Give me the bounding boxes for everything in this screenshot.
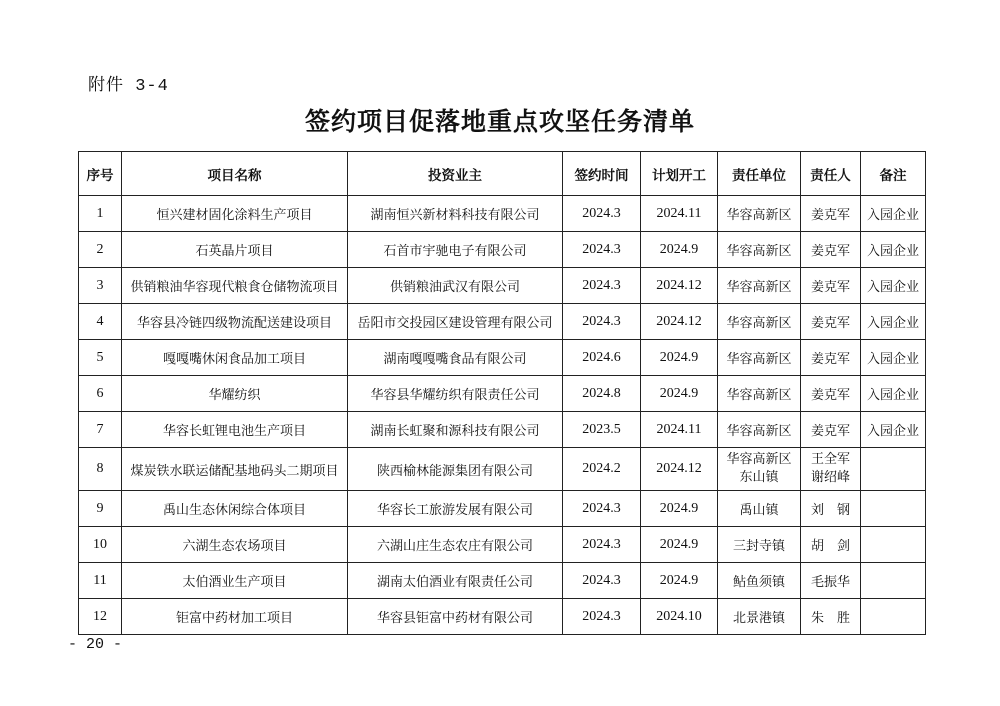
cell-responsible-unit: 华容高新区 <box>718 232 801 268</box>
cell-project-name: 华容县冷链四级物流配送建设项目 <box>122 304 348 340</box>
cell-project-name: 华耀纺织 <box>122 376 348 412</box>
cell-responsible-person-line2: 谢绍峰 <box>810 470 850 485</box>
cell-note <box>861 527 926 563</box>
cell-responsible-person: 姜克军 <box>801 268 861 304</box>
cell-responsible-person: 姜克军 <box>801 376 861 412</box>
cell-investor: 华容县钜富中药材有限公司 <box>348 599 563 635</box>
cell-responsible-unit-line2: 东山镇 <box>739 470 779 485</box>
table-row <box>79 527 926 563</box>
cell-sign-date: 2024.3 <box>563 232 641 268</box>
cell-sign-date: 2024.3 <box>563 196 641 232</box>
cell-investor: 湖南太伯酒业有限责任公司 <box>348 563 563 599</box>
cell-investor: 六湖山庄生态农庄有限公司 <box>348 527 563 563</box>
cell-investor: 供销粮油武汉有限公司 <box>348 268 563 304</box>
cell-seq: 12 <box>79 599 122 635</box>
header-investor: 投资业主 <box>348 152 563 196</box>
cell-responsible-unit: 华容高新区 <box>718 376 801 412</box>
cell-responsible-person: 姜克军 <box>801 340 861 376</box>
cell-sign-date: 2024.3 <box>563 304 641 340</box>
cell-planned-start: 2024.9 <box>641 232 718 268</box>
header-project-name: 项目名称 <box>122 152 348 196</box>
header-sign-date: 签约时间 <box>563 152 641 196</box>
cell-note: 入园企业 <box>861 304 926 340</box>
cell-note: 入园企业 <box>861 268 926 304</box>
cell-seq: 5 <box>79 340 122 376</box>
cell-investor: 湖南恒兴新材料科技有限公司 <box>348 196 563 232</box>
table-row <box>79 376 926 412</box>
cell-planned-start: 2024.12 <box>641 304 718 340</box>
cell-investor: 石首市宇驰电子有限公司 <box>348 232 563 268</box>
cell-seq: 4 <box>79 304 122 340</box>
cell-planned-start: 2024.12 <box>641 448 718 491</box>
cell-responsible-unit: 华容高新区 <box>718 412 801 448</box>
cell-sign-date: 2024.3 <box>563 599 641 635</box>
table-row <box>79 196 926 232</box>
table-row <box>79 491 926 527</box>
cell-planned-start: 2024.12 <box>641 268 718 304</box>
cell-sign-date: 2024.2 <box>563 448 641 491</box>
cell-responsible-person: 姜克军 <box>801 412 861 448</box>
cell-responsible-unit: 北景港镇 <box>718 599 801 635</box>
cell-responsible-unit: 三封寺镇 <box>718 527 801 563</box>
table-row <box>79 412 926 448</box>
cell-responsible-unit: 华容高新区 <box>718 340 801 376</box>
cell-investor: 湖南嘎嘎嘴食品有限公司 <box>348 340 563 376</box>
table-row <box>79 304 926 340</box>
cell-investor: 岳阳市交投园区建设管理有限公司 <box>348 304 563 340</box>
table-row <box>79 268 926 304</box>
header-responsible-unit: 责任单位 <box>718 152 801 196</box>
table-row <box>79 599 926 635</box>
cell-responsible-unit <box>718 448 801 491</box>
cell-project-name: 禹山生态休闲综合体项目 <box>122 491 348 527</box>
cell-responsible-unit: 华容高新区 <box>718 304 801 340</box>
page-title: 签约项目促落地重点攻坚任务清单 <box>304 107 695 136</box>
cell-planned-start: 2024.9 <box>641 527 718 563</box>
cell-seq: 8 <box>79 448 122 491</box>
cell-sign-date: 2024.6 <box>563 340 641 376</box>
cell-responsible-unit: 鲇鱼须镇 <box>718 563 801 599</box>
header-note: 备注 <box>861 152 926 196</box>
cell-note <box>861 563 926 599</box>
cell-seq: 9 <box>79 491 122 527</box>
cell-responsible-unit-line1: 华容高新区 <box>726 452 792 467</box>
table-row <box>79 232 926 268</box>
table-row <box>79 448 926 491</box>
cell-project-name: 六湖生态农场项目 <box>122 527 348 563</box>
cell-note: 入园企业 <box>861 412 926 448</box>
cell-responsible-unit: 华容高新区 <box>718 268 801 304</box>
cell-planned-start: 2024.9 <box>641 376 718 412</box>
cell-note: 入园企业 <box>861 232 926 268</box>
header-planned-start: 计划开工 <box>641 152 718 196</box>
cell-responsible-person: 姜克军 <box>801 304 861 340</box>
attachment-label: 附件 3-4 <box>88 77 169 96</box>
table-header-row <box>79 152 926 196</box>
cell-responsible-unit: 华容高新区 <box>718 196 801 232</box>
cell-seq: 3 <box>79 268 122 304</box>
cell-project-name: 华容长虹锂电池生产项目 <box>122 412 348 448</box>
cell-sign-date: 2023.5 <box>563 412 641 448</box>
cell-seq: 10 <box>79 527 122 563</box>
cell-responsible-person: 毛振华 <box>801 563 861 599</box>
cell-project-name: 太伯酒业生产项目 <box>122 563 348 599</box>
cell-note: 入园企业 <box>861 340 926 376</box>
cell-investor: 华容长工旅游发展有限公司 <box>348 491 563 527</box>
cell-planned-start: 2024.10 <box>641 599 718 635</box>
cell-sign-date: 2024.3 <box>563 527 641 563</box>
cell-project-name: 石英晶片项目 <box>122 232 348 268</box>
cell-planned-start: 2024.9 <box>641 563 718 599</box>
cell-sign-date: 2024.3 <box>563 563 641 599</box>
cell-planned-start: 2024.9 <box>641 340 718 376</box>
header-seq: 序号 <box>79 152 122 196</box>
header-responsible-person: 责任人 <box>801 152 861 196</box>
cell-investor: 华容县华耀纺织有限责任公司 <box>348 376 563 412</box>
cell-responsible-person-line1: 王全军 <box>810 452 850 467</box>
cell-seq: 2 <box>79 232 122 268</box>
cell-responsible-person: 朱 胜 <box>801 599 861 635</box>
task-table <box>78 151 926 635</box>
cell-project-name: 煤炭铁水联运储配基地码头二期项目 <box>122 448 348 491</box>
cell-responsible-person <box>801 448 861 491</box>
cell-note: 入园企业 <box>861 196 926 232</box>
cell-note <box>861 448 926 491</box>
cell-seq: 11 <box>79 563 122 599</box>
cell-sign-date: 2024.3 <box>563 491 641 527</box>
cell-responsible-unit: 禹山镇 <box>718 491 801 527</box>
page-number: - 20 - <box>68 636 123 653</box>
cell-note <box>861 491 926 527</box>
cell-responsible-person: 姜克军 <box>801 232 861 268</box>
cell-investor: 陕西榆林能源集团有限公司 <box>348 448 563 491</box>
cell-responsible-person: 胡 剑 <box>801 527 861 563</box>
cell-sign-date: 2024.8 <box>563 376 641 412</box>
cell-seq: 1 <box>79 196 122 232</box>
cell-planned-start: 2024.11 <box>641 412 718 448</box>
cell-project-name: 供销粮油华容现代粮食仓储物流项目 <box>122 268 348 304</box>
cell-investor: 湖南长虹聚和源科技有限公司 <box>348 412 563 448</box>
cell-responsible-person: 刘 钢 <box>801 491 861 527</box>
cell-seq: 6 <box>79 376 122 412</box>
table-row <box>79 563 926 599</box>
cell-note: 入园企业 <box>861 376 926 412</box>
cell-planned-start: 2024.11 <box>641 196 718 232</box>
cell-responsible-person: 姜克军 <box>801 196 861 232</box>
table-row <box>79 340 926 376</box>
cell-sign-date: 2024.3 <box>563 268 641 304</box>
cell-project-name: 嘎嘎嘴休闲食品加工项目 <box>122 340 348 376</box>
cell-project-name: 钜富中药材加工项目 <box>122 599 348 635</box>
cell-project-name: 恒兴建材固化涂料生产项目 <box>122 196 348 232</box>
cell-planned-start: 2024.9 <box>641 491 718 527</box>
cell-note <box>861 599 926 635</box>
cell-seq: 7 <box>79 412 122 448</box>
